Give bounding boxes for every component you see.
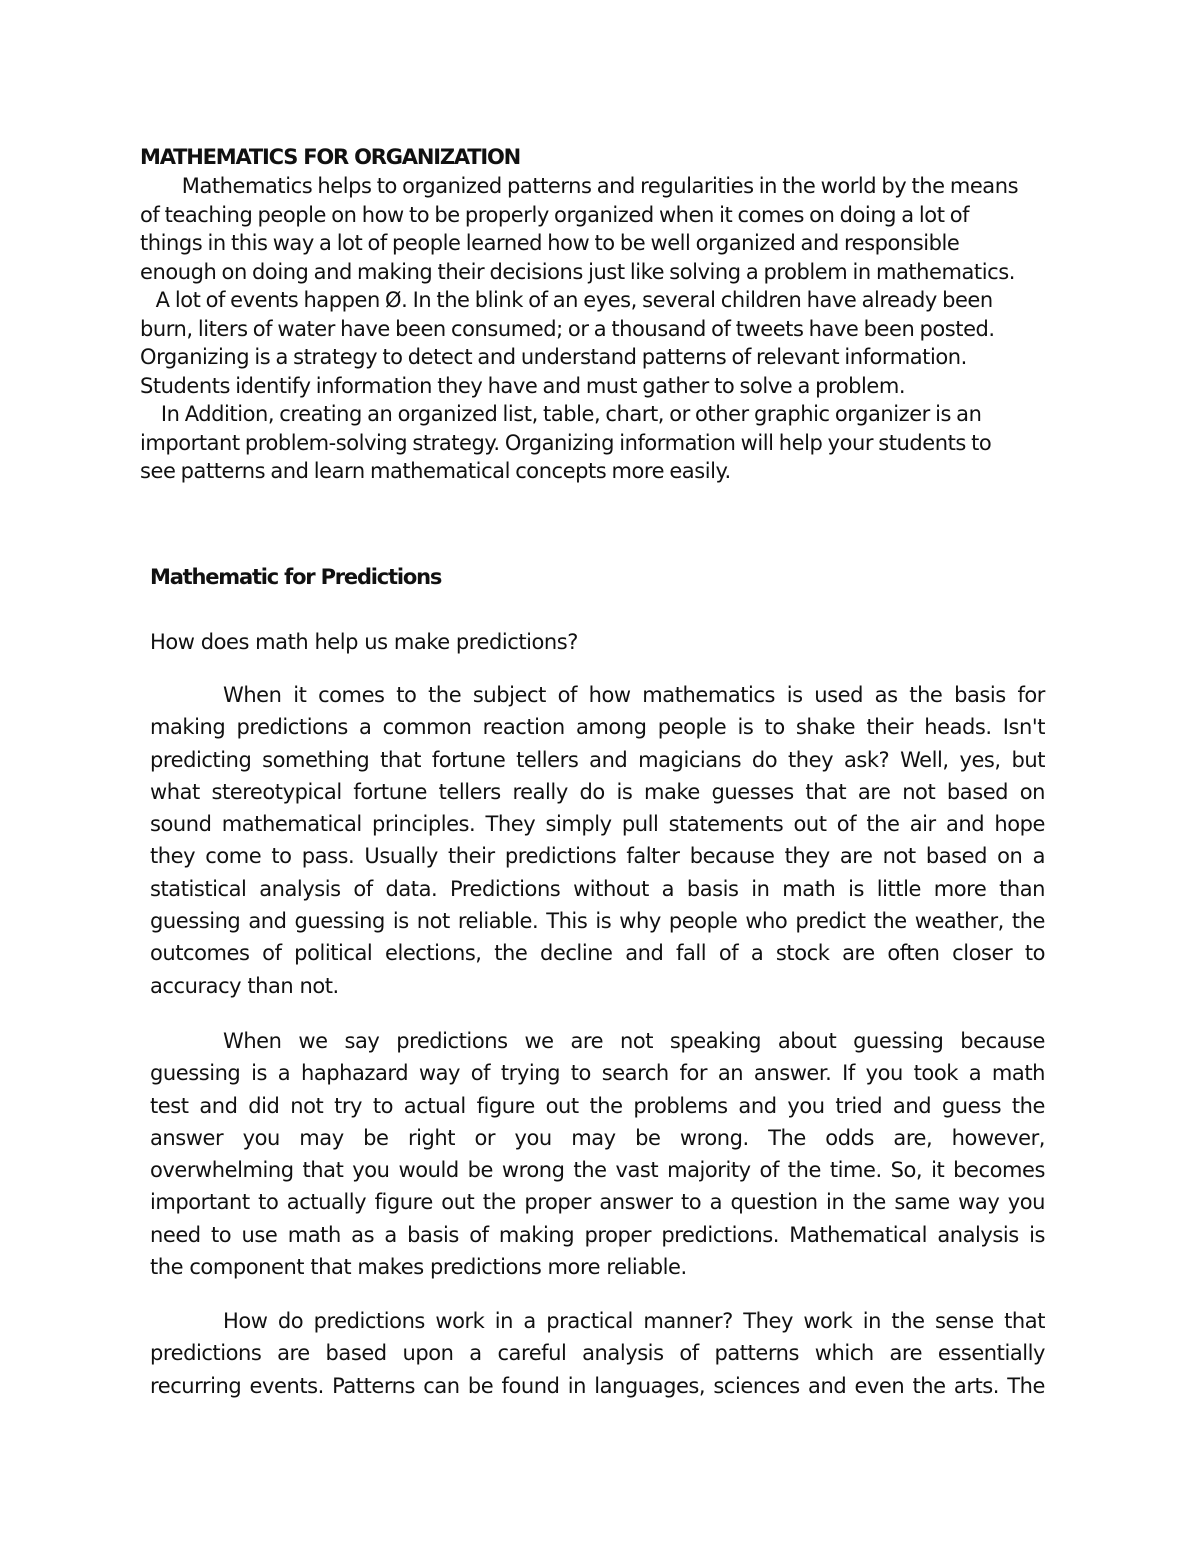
- section-question: How does math help us make predictions?: [150, 630, 578, 654]
- text-line: what stereotypical fortune tellers really do is make guesses that are not based on: [150, 779, 1045, 804]
- text-line: Mathematics helps to organized patterns and regularities in the world by the means: [140, 174, 1019, 198]
- text-line: overwhelming that you would be wrong the vast majority of the time. So, it becomes: [150, 1158, 1045, 1183]
- text-line: outcomes of political elections, the decline and fall of a stock are often closer to: [150, 941, 1045, 966]
- text-line: they come to pass. Usually their predictions falter because they are not based on a: [150, 844, 1045, 869]
- text-line: predicting something that fortune tellers and magicians do they ask? Well, yes, but: [150, 747, 1045, 772]
- paragraph-predictions-3: [150, 1305, 1045, 1402]
- text-line: When we say predictions we are not speaking about guessing because: [223, 1029, 1045, 1053]
- text-line: making predictions a common reaction among people is to shake their heads. Isn't: [150, 715, 1045, 740]
- text-line: recurring events. Patterns can be found in languages, sciences and even the arts. The: [150, 1373, 1045, 1398]
- text-line: things in this way a lot of people learned how to be well organized and responsible: [140, 231, 960, 255]
- text-line: sound mathematical principles. They simply pull statements out of the air and hope: [150, 812, 1045, 837]
- text-line: In Addition, creating an organized list, table, chart, or other graphic organizer is an: [140, 402, 982, 426]
- text-line: burn, liters of water have been consumed; or a thousand of tweets have been posted.: [140, 316, 995, 341]
- text-line: guessing and guessing is not reliable. This is why people who predict the weather, the: [150, 909, 1045, 934]
- section-title-organization: MATHEMATICS FOR ORGANIZATION: [140, 145, 521, 169]
- section-title-predictions: Mathematic for Predictions: [150, 565, 442, 589]
- text-line: Organizing is a strategy to detect and understand patterns of relevant information.: [140, 345, 967, 369]
- text-line: accuracy than not.: [150, 973, 339, 998]
- text-line: need to use math as a basis of making proper predictions. Mathematical analysis is: [150, 1222, 1045, 1247]
- text-line: How do predictions work in a practical manner? They work in the sense that: [223, 1309, 1045, 1333]
- section-organization-body: [140, 172, 1070, 486]
- text-line: A lot of events happen Ø. In the blink of an eyes, several children have already been: [140, 288, 993, 312]
- text-line: answer you may be right or you may be wrong. The odds are, however,: [150, 1125, 1045, 1150]
- text-line: guessing is a haphazard way of trying to search for an answer. If you took a math: [150, 1061, 1045, 1086]
- paragraph-predictions-2: [150, 1025, 1045, 1283]
- text-line: important problem-solving strategy. Organizing information will help your students to: [140, 430, 992, 455]
- text-line: predictions are based upon a careful analysis of patterns which are essentially: [150, 1341, 1045, 1366]
- text-line: see patterns and learn mathematical concepts more easily.: [140, 459, 731, 483]
- text-line: enough on doing and making their decisions just like solving a problem in mathematics.: [140, 259, 1015, 284]
- paragraph-predictions-1: [150, 679, 1045, 1002]
- text-line: the component that makes predictions more reliable.: [150, 1255, 687, 1280]
- text-line: test and did not try to actual figure out the problems and you tried and guess the: [150, 1093, 1045, 1118]
- text-line: of teaching people on how to be properly organized when it comes on doing a lot of: [140, 202, 970, 227]
- text-line: important to actually figure out the proper answer to a question in the same way you: [150, 1190, 1045, 1215]
- text-line: When it comes to the subject of how mathematics is used as the basis for: [223, 683, 1045, 707]
- text-line: Students identify information they have and must gather to solve a problem.: [140, 373, 906, 398]
- section-organization: [140, 143, 1070, 486]
- text-line: statistical analysis of data. Predictions without a basis in math is little more than: [150, 876, 1045, 901]
